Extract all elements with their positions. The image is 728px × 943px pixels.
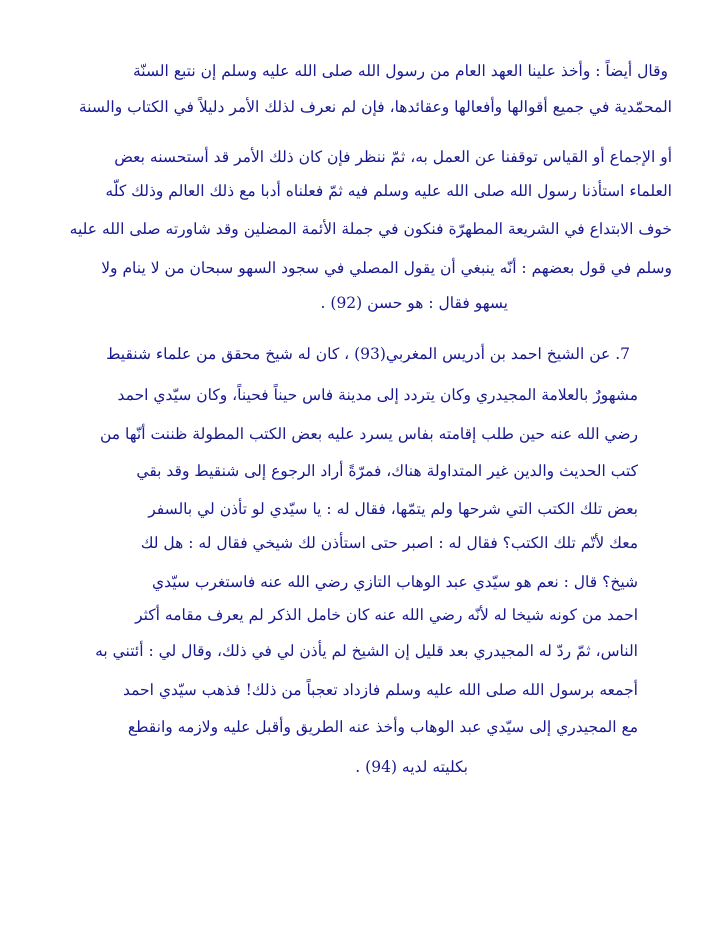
text-line: وسلم في قول بعضهم : أنّه ينبغي أن يقول المصلي في سجود السهو سبحان من لا ينام ولا: [101, 259, 672, 277]
text-line: مشهورٌ بالعلامة المجيدري وكان يتردد إلى مدينة فاس حيناً فحيناً، وكان سيّدي احمد: [117, 386, 638, 404]
text-line: يسهو فقال : هو حسن (92) .: [320, 294, 508, 312]
text-line: معك لأتّم تلك الكتب؟ فقال له : اصبر حتى استأذن لك شيخي فقال له : هل لك: [140, 534, 638, 552]
text-line: أو الإجماع أو القياس توقفنا عن العمل به، ثمّ ننظر فإن كان ذلك الأمر قد أستحسنه بعض: [114, 148, 672, 166]
text-line: احمد من كونه شيخا له لأنّه رضي الله عنه كان خامل الذكر لم يعرف مقامه أكثر: [135, 606, 638, 624]
text-line: شيخ؟ قال : نعم هو سيّدي عبد الوهاب التازي رضي الله عنه فاستغرب سيّدي: [151, 573, 638, 591]
text-line: العلماء استأذنا رسول الله صلى الله عليه وسلم فيه ثمّ فعلناه أدبا مع ذلك العالم وذلك كلّه: [105, 182, 672, 200]
text-line: مع المجيدري إلى سيّدي عبد الوهاب وأخذ عنه الطريق وأقبل عليه ولازمه وانقطع: [127, 718, 638, 736]
text-line: كتب الحديث والدين غير المتداولة هناك، فمرّةً أراد الرجوع إلى شنقيط وقد بقي: [136, 462, 638, 480]
text-line: بكليته لديه (94) .: [355, 758, 468, 776]
text-line: الناس، ثمّ ردّ له المجيدري بعد قليل إن الشيخ لم يأذن لي في ذلك، وقال لي : أئتني به: [95, 642, 638, 660]
text-line: رضي الله عنه حين طلب إقامته بفاس يسرد عليه بعض الكتب المطولة ظننت أنّها من: [100, 425, 638, 443]
text-line: وقال أيضاً : وأخذ علينا العهد العام من رسول الله صلى الله عليه وسلم إن نتبع السنّة: [132, 62, 668, 80]
text-line: 7. عن الشيخ احمد بن أدريس المغربي(93) ، كان له شيخ محقق من علماء شنقيط: [106, 345, 630, 363]
text-line: المحمّدية في جميع أقوالها وأفعالها وعقائدها، فإن لم نعرف لذلك الأمر دليلاً في الكتاب والسنة: [78, 98, 672, 116]
text-line: بعض تلك الكتب التي شرحها ولم يتمّها، فقال له : يا سيّدي لو تأذن لي بالسفر: [148, 500, 638, 518]
text-line: أجمعه برسول الله صلى الله عليه وسلم فازداد تعجباً من ذلك! فذهب سيّدي احمد: [122, 681, 638, 699]
text-line: خوف الابتداع في الشريعة المطهرّة فنكون في جملة الأئمة المضلين وقد شاورته صلى الله عليه: [69, 220, 672, 238]
